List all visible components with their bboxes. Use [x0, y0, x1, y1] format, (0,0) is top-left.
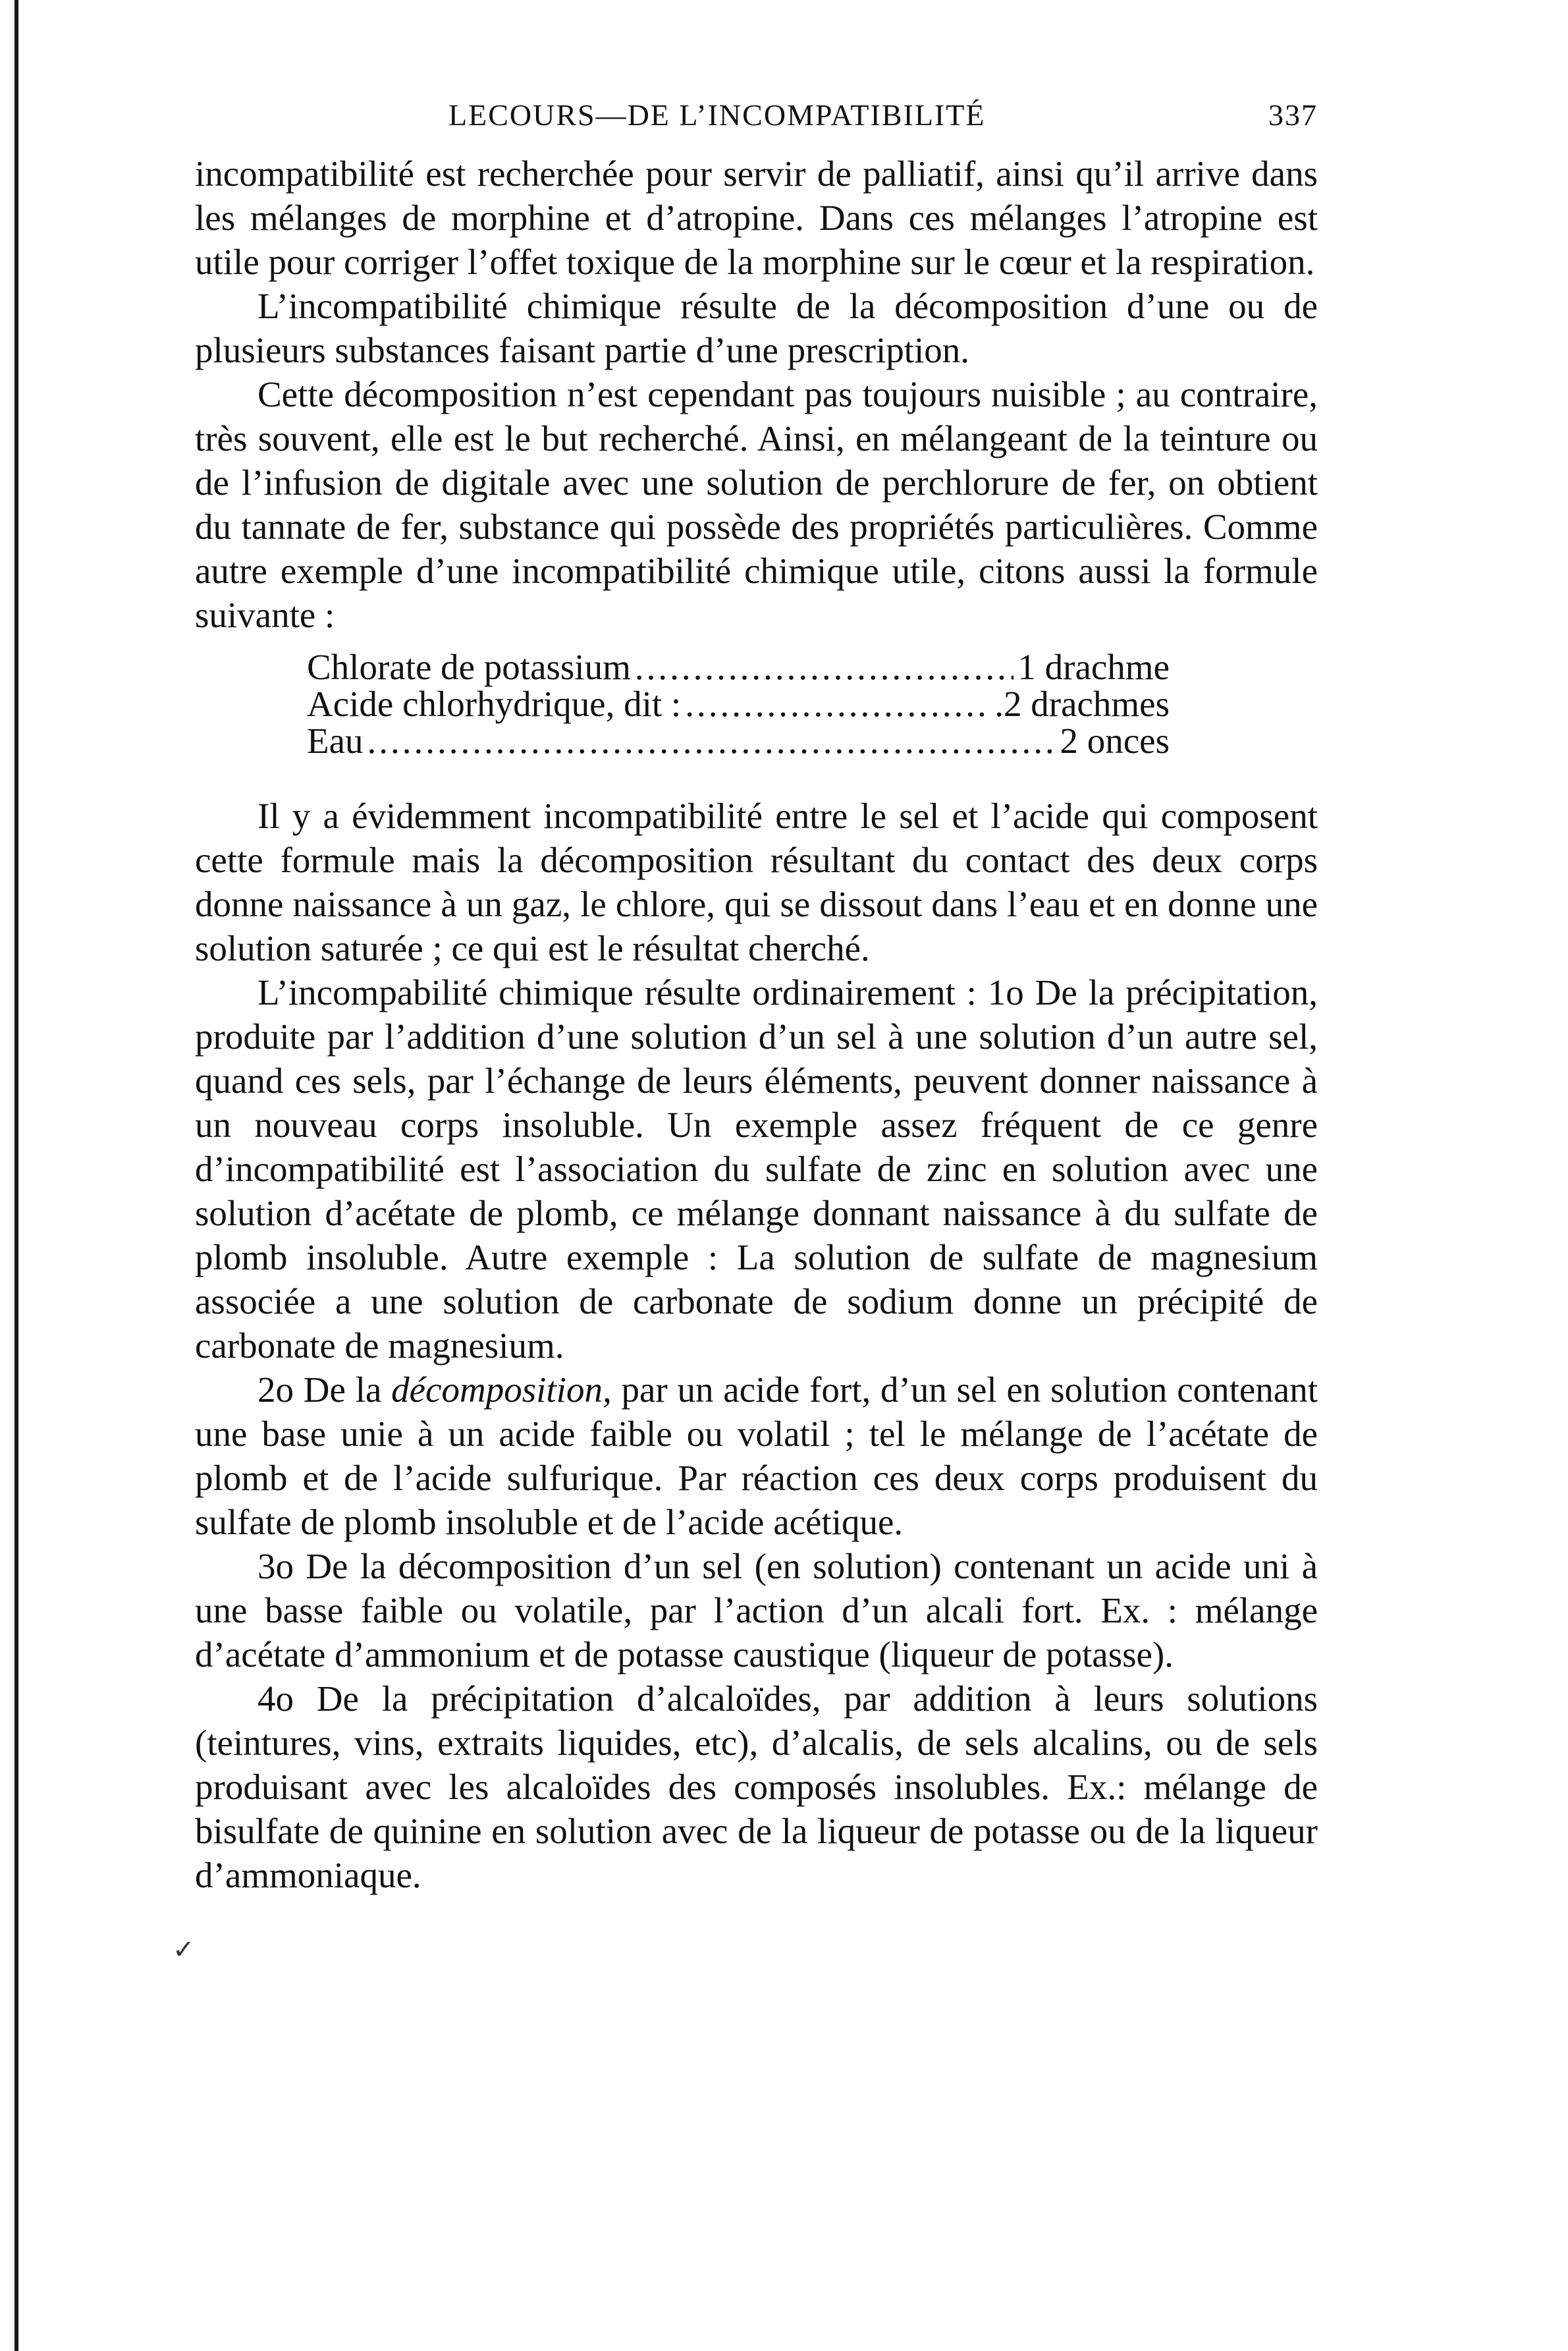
page-number: 337 — [1268, 98, 1318, 132]
running-title: LECOURS—DE L’INCOMPATIBILITÉ — [448, 98, 986, 132]
formula-block — [307, 649, 1170, 760]
body-text — [195, 152, 1318, 1897]
paragraph: L’incompatibilité chimique résulte de la décomposition d’une ou de plusieurs substances faisant partie d’une prescription. — [195, 286, 1318, 370]
paragraph: incompatibilité est recherchée pour servir de palliatif, ainsi qu’il arrive dans les mélanges de morphine et d’atropine. Dans ces mélanges l’atropine est utile pour corriger l’offet toxique de la morphine sur le cœur et la respiration. — [195, 153, 1318, 282]
paragraph: Cette décomposition n’est cependant pas toujours nuisible ; au contraire, très souvent, elle est le but recherché. Ainsi, en mélangeant de la teinture ou de l’infusion de digitale avec une solution de perchlorure de fer, on obtient du tannate de fer, substance qui possède des propriétés particulières. Comme autre exemple d’une incompatibilité chimique utile, citons aussi la formule suivante : — [195, 374, 1318, 635]
formula-row — [307, 686, 1170, 723]
formula-row — [307, 649, 1170, 686]
formula-ingredient: Eau — [307, 721, 364, 761]
running-header — [195, 86, 1318, 152]
formula-ingredient: Acide chlorhydrique, dit : — [307, 684, 682, 724]
margin-check-mark: ✓ — [173, 1935, 195, 1964]
paragraph-rest: par un acide fort, d’un sel en solution contenant une base unie à un acide faible ou volatil ; tel le mélange de l’acétate de plomb et de l’acide sulfurique. Par réaction ces deux corps produisent du sulfate de plomb insoluble et de l’acide acétique. — [195, 1369, 1318, 1542]
page-edge-line — [14, 0, 18, 2351]
formula-row — [307, 723, 1170, 760]
dot-leader — [685, 686, 990, 723]
formula-amount: .2 drachmes — [994, 684, 1170, 724]
dot-leader — [367, 723, 1056, 760]
formula-amount: 1 drachme — [1017, 647, 1170, 687]
paragraph: 3o De la décomposition d’un sel (en solution) contenant un acide uni à une basse faible ou volatile, par l’action d’un alcali fort. Ex. : mélange d’acétate d’ammonium et de potasse caustique (liqueur de potasse). — [195, 1546, 1318, 1674]
paragraph: L’incompabilité chimique résulte ordinairement : 1o De la précipitation, produite par l’addition d’une solution d’un sel à une solution d’un autre sel, quand ces sels, par l’échange de leurs éléments, peuvent donner naissance à un nouveau corps insoluble. Un exemple assez fréquent de ce genre d’incompatibilité est l’association du sulfate de zinc en solution avec une solution d’acétate de plomb, ce mélange donnant naissance à du sulfate de plomb insoluble. Autre exemple : La solution de sulfate de magnesium associée a une solution de carbonate de sodium donne un précipité de carbonate de magnesium. — [195, 972, 1318, 1366]
book-page — [195, 86, 1318, 1897]
emphasis-decomposition: décomposition, — [391, 1369, 612, 1410]
paragraph-2o — [195, 1368, 1318, 1544]
paragraph-lead: 2o De la — [257, 1369, 392, 1410]
paragraph: 4o De la précipitation d’alcaloïdes, par addition à leurs solutions (teintures, vins, extraits liquides, etc), d’alcalis, de sels alcalins, ou de sels produisant avec les alcaloïdes des composés insolubles. Ex.: mélange de bisulfate de quinine en solution avec de la liqueur de potasse ou de la liqueur d’ammoniaque. — [195, 1678, 1318, 1895]
formula-amount: 2 onces — [1060, 721, 1170, 761]
paragraph: Il y a évidemment incompatibilité entre le sel et l’acide qui composent cette formule mais la décomposition résultant du contact des deux corps donne naissance à un gaz, le chlore, qui se dissout dans l’eau et en donne une solution saturée ; ce qui est le résultat cherché. — [195, 796, 1318, 968]
dot-leader — [635, 649, 1014, 686]
formula-ingredient: Chlorate de potassium — [307, 647, 631, 687]
